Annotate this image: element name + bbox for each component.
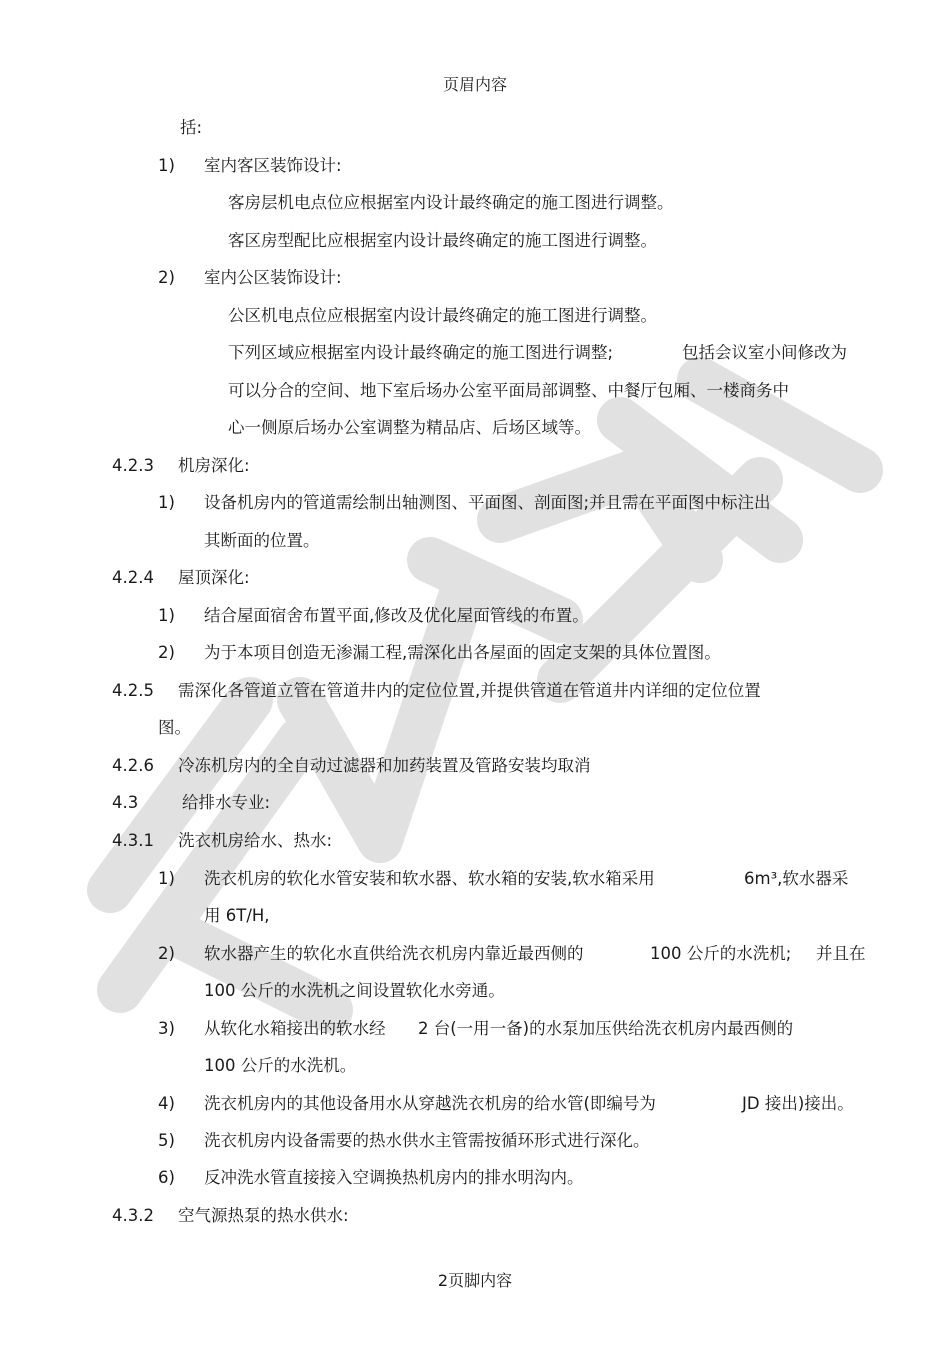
section-number: 4.3 bbox=[112, 793, 139, 812]
paragraph-line: 客房层机电点位应根据室内设计最终确定的施工图进行调整。 bbox=[228, 193, 674, 212]
paragraph-line: 图。 bbox=[158, 718, 191, 737]
page-header: 页眉内容 bbox=[442, 75, 507, 94]
list-number: 6) bbox=[158, 1168, 175, 1187]
list-item-text: 结合屋面宿舍布置平面,修改及优化屋面管线的布置。 bbox=[204, 606, 589, 625]
list-number: 1) bbox=[158, 493, 175, 512]
section-number: 4.2.3 bbox=[112, 456, 154, 475]
section-number: 4.2.6 bbox=[112, 756, 154, 775]
paragraph-line: 其断面的位置。 bbox=[204, 531, 320, 550]
list-item-text: 设备机房内的管道需绘制出轴测图、平面图、剖面图;并且需在平面图中标注出 bbox=[204, 493, 771, 512]
list-item-text: 软水器产生的软化水直供给洗衣机房内靠近最西侧的 bbox=[204, 944, 584, 963]
paragraph-line: 公区机电点位应根据室内设计最终确定的施工图进行调整。 bbox=[228, 306, 657, 325]
list-item-text: 100 公斤的水洗机; bbox=[650, 944, 792, 963]
section-heading: 给排水专业: bbox=[182, 793, 271, 812]
list-item-text: 6m³,软水器采 bbox=[744, 869, 849, 888]
list-item-text: 洗衣机房的软化水管安装和软水器、软水箱的安装,软水箱采用 bbox=[204, 869, 655, 888]
section-number: 4.3.2 bbox=[112, 1206, 154, 1225]
list-number: 2) bbox=[158, 643, 175, 662]
list-number: 3) bbox=[158, 1019, 175, 1038]
list-number: 2) bbox=[158, 944, 175, 963]
section-text: 冷冻机房内的全自动过滤器和加药装置及管路安装均取消 bbox=[178, 756, 591, 775]
list-item-text: 室内公区装饰设计: bbox=[204, 268, 342, 287]
section-heading: 机房深化: bbox=[178, 456, 250, 475]
list-number: 1) bbox=[158, 606, 175, 625]
paragraph-line: 括: bbox=[180, 118, 203, 137]
paragraph-line: 包括会议室小间修改为 bbox=[682, 343, 847, 362]
paragraph-line: 客区房型配比应根据室内设计最终确定的施工图进行调整。 bbox=[228, 231, 657, 250]
list-item-text: 2 台(一用一备)的水泵加压供给洗衣机房内最西侧的 bbox=[418, 1019, 794, 1038]
list-number: 1) bbox=[158, 156, 175, 175]
section-number: 4.2.5 bbox=[112, 681, 154, 700]
list-item-text: 并且在 bbox=[816, 944, 866, 963]
list-number: 5) bbox=[158, 1131, 175, 1150]
paragraph-line: 100 公斤的水洗机之间设置软化水旁通。 bbox=[204, 981, 505, 1000]
footer-text: 页脚内容 bbox=[448, 1271, 513, 1290]
page-number: 2 bbox=[437, 1271, 449, 1290]
paragraph-line: 用 6T/H, bbox=[204, 906, 270, 925]
list-item-text: JD 接出)接出。 bbox=[742, 1094, 854, 1113]
list-item-text: 从软化水箱接出的软水经 bbox=[204, 1019, 386, 1038]
section-number: 4.3.1 bbox=[112, 831, 154, 850]
section-text: 需深化各管道立管在管道井内的定位位置,并提供管道在管道井内详细的定位位置 bbox=[178, 681, 761, 700]
paragraph-line: 可以分合的空间、地下室后场办公室平面局部调整、中餐厅包厢、一楼商务中 bbox=[228, 381, 789, 400]
section-heading: 空气源热泵的热水供水: bbox=[178, 1206, 349, 1225]
list-number: 2) bbox=[158, 268, 175, 287]
list-number: 1) bbox=[158, 869, 175, 888]
list-item-text: 洗衣机房内的其他设备用水从穿越洗衣机房的给水管(即编号为 bbox=[204, 1094, 656, 1113]
page-footer bbox=[0, 1268, 950, 1291]
list-item-text: 洗衣机房内设备需要的热水供水主管需按循环形式进行深化。 bbox=[204, 1131, 650, 1150]
list-item-text: 为于本项目创造无渗漏工程,需深化出各屋面的固定支架的具体位置图。 bbox=[204, 643, 721, 662]
paragraph-line: 100 公斤的水洗机。 bbox=[204, 1056, 357, 1075]
section-heading: 屋顶深化: bbox=[178, 568, 250, 587]
list-item-text: 室内客区装饰设计: bbox=[204, 156, 342, 175]
section-heading: 洗衣机房给水、热水: bbox=[178, 831, 333, 850]
section-number: 4.2.4 bbox=[112, 568, 154, 587]
paragraph-line: 下列区域应根据室内设计最终确定的施工图进行调整; bbox=[228, 343, 614, 362]
list-number: 4) bbox=[158, 1094, 175, 1113]
paragraph-line: 心一侧原后场办公室调整为精品店、后场区域等。 bbox=[228, 418, 591, 437]
list-item-text: 反冲洗水管直接接入空调换热机房内的排水明沟内。 bbox=[204, 1168, 584, 1187]
